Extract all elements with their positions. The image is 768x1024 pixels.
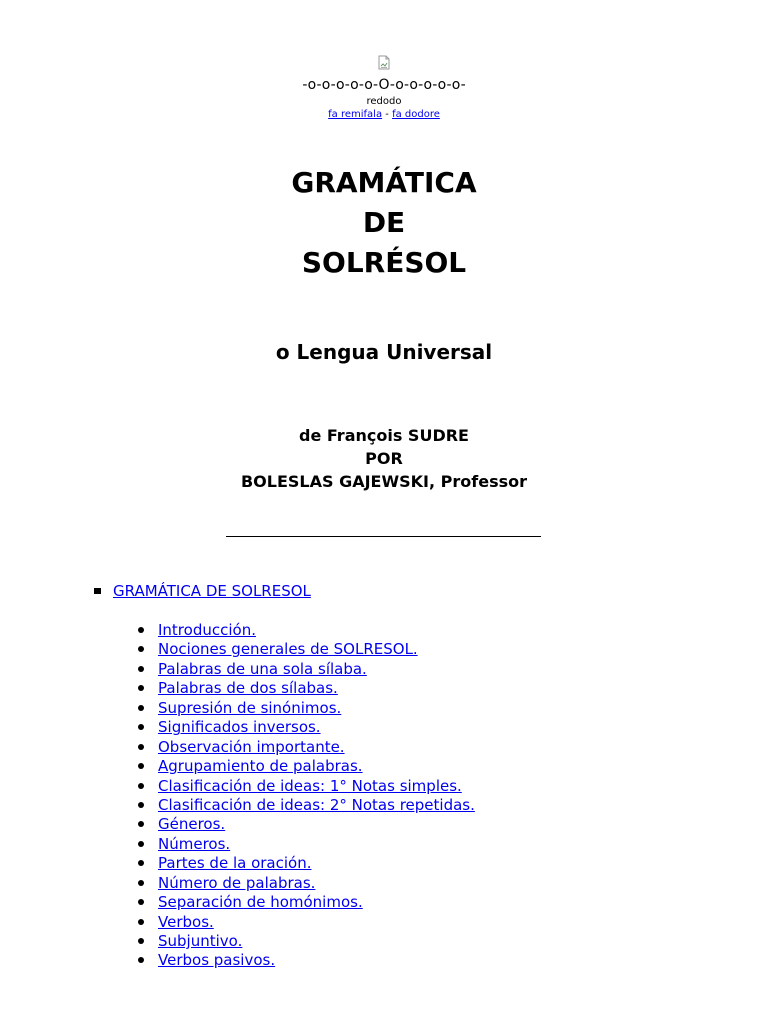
author-line-2: POR [365,449,403,468]
list-item [138,640,475,659]
list-item [138,699,475,718]
bullet-icon [138,744,144,750]
toc-link[interactable]: Verbos. [158,912,214,931]
list-item [138,951,475,970]
toc-link[interactable]: Partes de la oración. [158,854,312,873]
bullet-icon [138,685,144,691]
list-item [138,718,475,737]
bullet-icon [138,919,144,925]
list-item [138,854,475,873]
toc-link[interactable]: Número de palabras. [158,873,316,892]
list-item [138,932,475,951]
page-title [0,163,768,283]
title-line-1: GRAMÁTICA [291,166,477,199]
toc-link[interactable]: Observación importante. [158,737,345,756]
nav-link-fa-dodore[interactable]: fa dodore [392,109,440,120]
bullet-icon [138,938,144,944]
toc-link[interactable]: Números. [158,834,231,853]
list-item [138,621,475,640]
bullet-icon [138,783,144,789]
bullet-icon [138,957,144,963]
list-item [138,893,475,912]
list-item [138,874,475,893]
list-item [138,913,475,932]
bullet-icon [138,627,144,633]
list-item [138,815,475,834]
bullet-icon [138,860,144,866]
toc-link[interactable]: Nociones generales de SOLRESOL. [158,640,418,659]
toc-link[interactable]: Clasificación de ideas: 1° Notas simples. [158,776,462,795]
nav-link-fa-remifala[interactable]: fa remifala [328,109,383,120]
bullet-icon [138,724,144,730]
toc-link[interactable]: Significados inversos. [158,718,321,737]
bullet-icon [138,802,144,808]
toc-sublist [138,621,475,971]
toc-link[interactable]: Separación de homónimos. [158,893,363,912]
square-bullet-icon [94,588,101,594]
toc-link[interactable]: Géneros. [158,815,226,834]
toc-link[interactable]: Verbos pasivos. [158,951,276,970]
bullet-icon [138,899,144,905]
toc-link[interactable]: Clasificación de ideas: 2° Notas repetidas. [158,795,475,814]
toc-link[interactable]: Introducción. [158,621,256,639]
redodo-label: redodo [366,96,402,107]
bullet-icon [138,880,144,886]
list-item [138,757,475,776]
author-line-1: de François SUDRE [299,426,469,445]
list-item [138,777,475,796]
nav-separator: - [385,109,389,120]
toc-link[interactable]: Palabras de dos sílabas. [158,679,338,698]
toc-link[interactable]: Agrupamiento de palabras. [158,757,363,776]
bullet-icon [138,666,144,672]
authors-block [0,424,768,493]
header-image [0,55,768,71]
list-item [138,660,475,679]
list-item [138,738,475,757]
bullet-icon [138,705,144,711]
page-subtitle: o Lengua Universal [275,340,493,364]
list-item [138,835,475,854]
toc-link[interactable]: Supresión de sinónimos. [158,698,342,717]
toc-link[interactable]: Palabras de una sola sílaba. [158,659,367,678]
toc-main-link[interactable]: GRAMÁTICA DE SOLRESOL [113,582,311,600]
title-line-3: SOLRÉSOL [301,246,467,279]
bullet-icon [138,646,144,652]
list-item [138,796,475,815]
bullet-icon [138,821,144,827]
title-line-2: DE [362,206,406,239]
broken-image-icon [376,55,392,71]
nav-links [0,109,768,120]
bullet-icon [138,763,144,769]
ornament-banner: -o-o-o-o-o-O-o-o-o-o-o- [302,77,466,93]
toc-link[interactable]: Subjuntivo. [158,932,243,950]
horizontal-rule [226,536,541,537]
author-line-3: BOLESLAS GAJEWSKI, Professor [240,472,528,491]
bullet-icon [138,841,144,847]
list-item [138,679,475,698]
